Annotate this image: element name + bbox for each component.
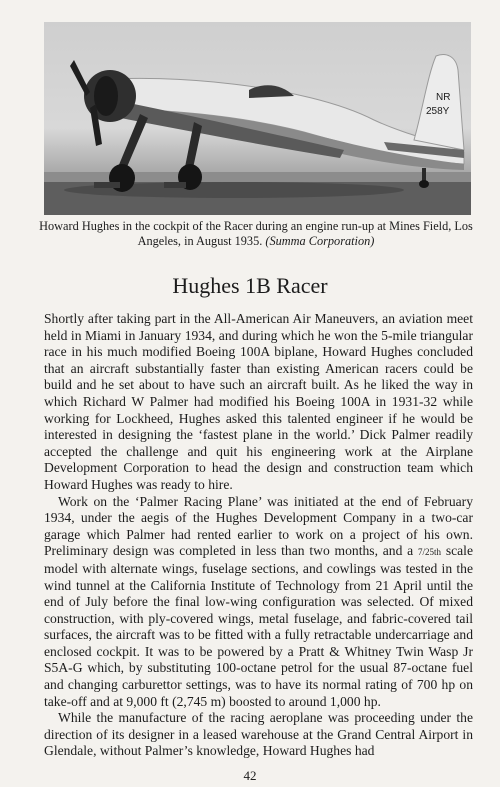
paragraph-3: While the manufacture of the racing aeroplane was proceeding under the direction of its designer in a leased warehouse at the Grand Central Airport in Glendale, without Palmer’s knowledge, Howard Hughes had	[44, 710, 473, 759]
figure-caption	[36, 219, 476, 249]
racer-aircraft-illustration	[44, 22, 471, 215]
scale-fraction: 7/25th	[418, 547, 442, 558]
page-number: 42	[243, 768, 257, 783]
paragraph-2-part-1: Work on the ‘Palmer Racing Plane’ was initiated at the end of February 1934, under the aegis of the Hughes Development Company in a two-car garage which Palmer had rented earlier to work on a project of his own. Preliminary design was completed in less than two months, and a	[44, 493, 473, 559]
paragraph-2	[44, 494, 473, 711]
section-heading: Hughes 1B Racer	[172, 273, 328, 298]
article-body	[44, 311, 473, 760]
paragraph-2-part-2: scale model with alternate wings, fuselage sections, and cowlings was tested in the wind tunnel at the California Institute of Technology from 21 April until the end of July before the final low-wing configuration was selected. Of mixed construction, with ply-covered wings, metal fuselage, and fabric-covered tail surfaces, the aircraft was to be fitted with a fully retractable undercarriage and enclosed cockpit. It was to be powered by a Pratt & Whitney Twin Wasp Jr S5A-G which, by substituting 100-octane petrol for the usual 87-octane fuel and changing carburettor settings, was to have its normal rating of 700 hp on take-off and at 9,000 ft (2,745 m) boosted to around 1,000 hp.	[44, 543, 473, 709]
aircraft-photo	[44, 22, 471, 215]
caption-credit: (Summa Corporation)	[265, 234, 375, 248]
tail-registration-line2: 258Y	[426, 106, 450, 117]
paragraph-1: Shortly after taking part in the All-American Air Maneuvers, an aviation meet held in Miami in January 1934, and during which he won the 5-mile triangular race in his much modified Boeing 100A biplane, Howard Hughes concluded that an aircraft substantially faster than existing American racers could be build and he set about to have such an aircraft built. As he liked the way in which Richard W Palmer had modified his Boeing 100A in 1931-32 while working for Lockheed, Hughes asked this talented engineer if he would be interested in designing the ‘fastest plane in the world.’ Dick Palmer readily accepted the challenge and quit his engineering work at the Airplane Development Corporation to head the design and construction team which Howard Hughes was ready to hire.	[44, 311, 473, 492]
tail-registration-line1: NR	[436, 92, 451, 103]
caption-text: Howard Hughes in the cockpit of the Racer during an engine run-up at Mines Field, Los Angeles, in August 1935.	[39, 219, 473, 248]
